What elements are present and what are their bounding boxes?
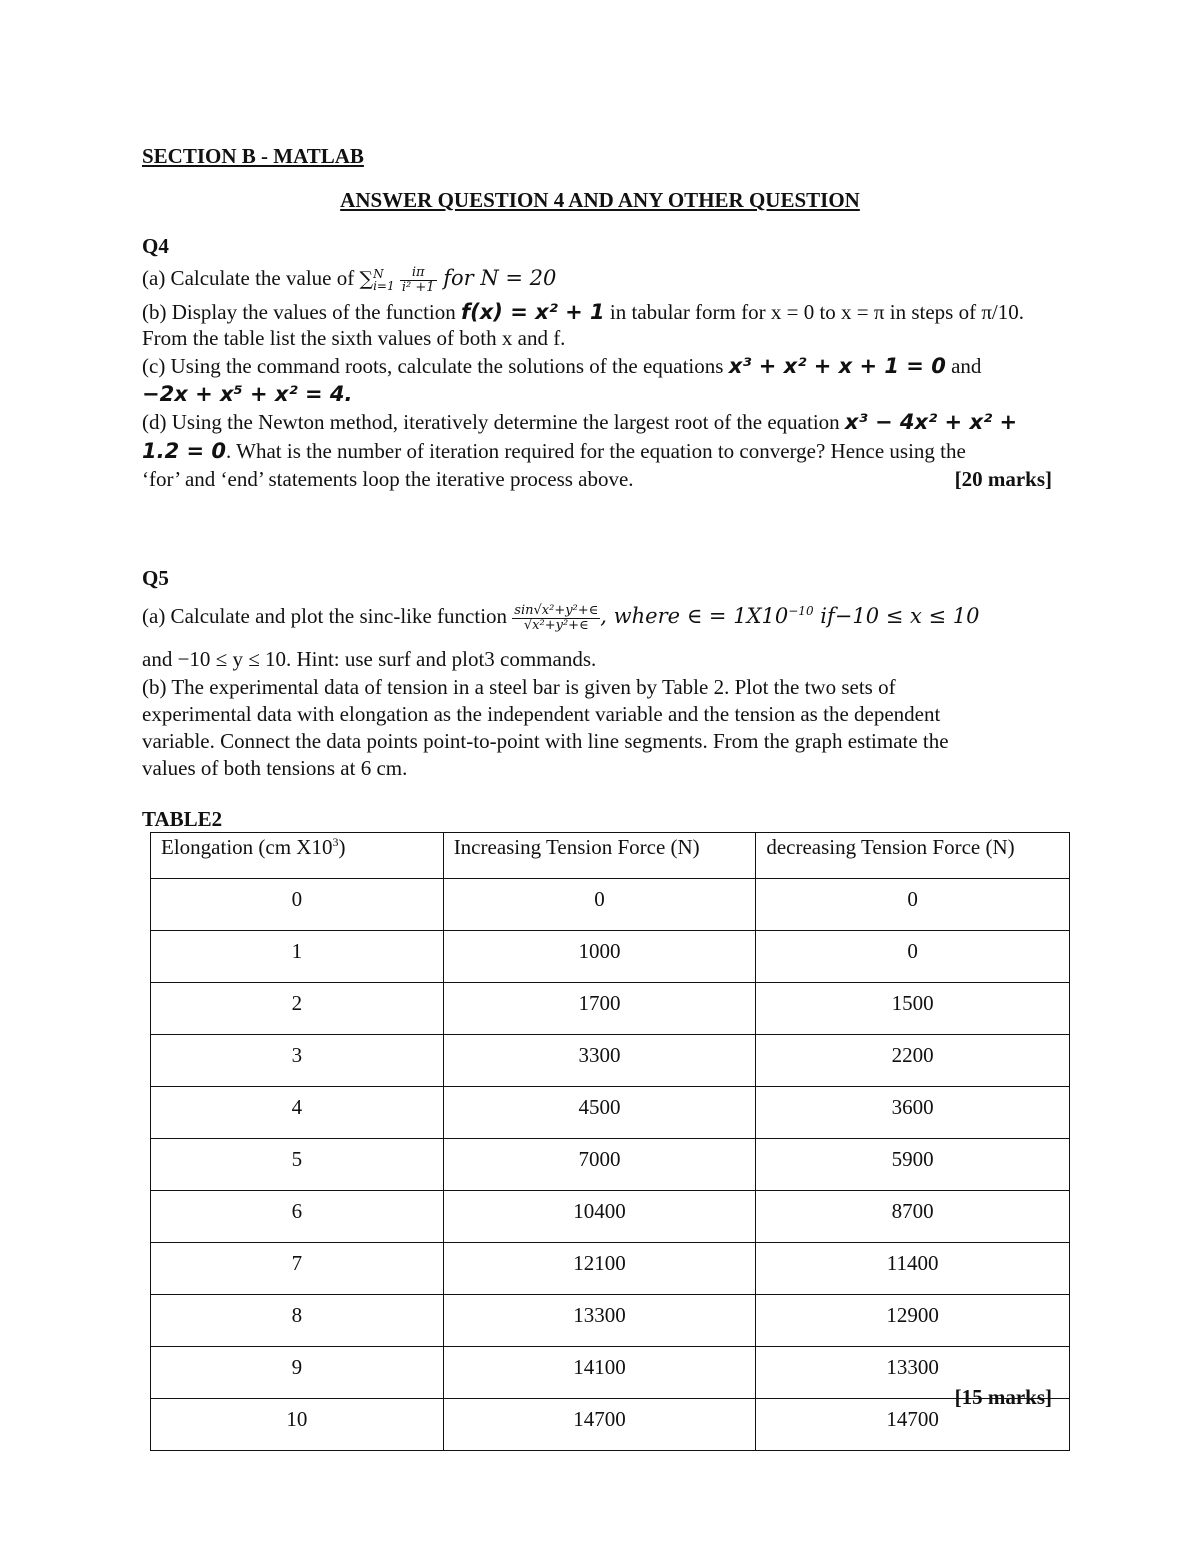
function-expression: f(x) = x² + 1 xyxy=(461,300,605,324)
decreasing-tension-cell: 0 xyxy=(756,931,1070,983)
newton-equation-part2: 1.2 = 0 xyxy=(142,439,227,463)
increasing-tension-cell: 4500 xyxy=(443,1087,756,1139)
table-row xyxy=(151,1295,1070,1347)
decreasing-tension-cell: 13300 xyxy=(756,1347,1070,1399)
equation-1: x³ + x² + x + 1 = 0 xyxy=(728,354,946,378)
table-header-row xyxy=(151,833,1070,879)
elongation-cell: 7 xyxy=(151,1243,444,1295)
q4-part-d-line1: (d) Using the Newton method, iteratively determine the largest root of the equation x³ − 4x² + x² + xyxy=(142,410,1018,434)
q5-part-b-line1: (b) The experimental data of tension in a steel bar is given by Table 2. Plot the two sets of xyxy=(142,675,896,699)
elongation-cell: 8 xyxy=(151,1295,444,1347)
elongation-cell: 6 xyxy=(151,1191,444,1243)
tension-table xyxy=(150,832,1070,1451)
increasing-tension-cell: 1000 xyxy=(443,931,756,983)
q5-marks: [15 marks] xyxy=(954,1385,1052,1409)
q4-part-d-line3: ‘for’ and ‘end’ statements loop the iterative process above. xyxy=(142,467,634,491)
q4-part-a: (a) Calculate the value of ∑ N i=1 $\frac{i\pi}{\text{i² +1}}$ for N = 20 xyxy=(142,264,557,295)
sum-limits: N i=1 xyxy=(373,267,395,294)
increasing-tension-cell: 1700 xyxy=(443,983,756,1035)
q4-label: Q4 xyxy=(142,234,169,258)
q4-marks: [20 marks] xyxy=(954,467,1052,491)
sinc-fraction: $\frac{\text{sin√x²+y²+∈}}{\text{√x²+y²+∈}}$ xyxy=(514,602,599,633)
elongation-cell: 2 xyxy=(151,983,444,1035)
elongation-cell: 0 xyxy=(151,879,444,931)
elongation-cell: 4 xyxy=(151,1087,444,1139)
q4-part-b-line1: (b) Display the values of the function f(x) = x² + 1 in tabular form for x = 0 to x = π in steps of π/10. xyxy=(142,300,1025,324)
q5-part-b-line2: experimental data with elongation as the independent variable and the tension as the dependent xyxy=(142,702,941,726)
instruction-heading: ANSWER QUESTION 4 AND ANY OTHER QUESTION xyxy=(340,188,860,212)
decreasing-tension-cell: 8700 xyxy=(756,1191,1070,1243)
increasing-tension-cell: 10400 xyxy=(443,1191,756,1243)
newton-equation-part1: x³ − 4x² + x² + xyxy=(844,410,1018,434)
elongation-cell: 5 xyxy=(151,1139,444,1191)
decreasing-tension-cell: 0 xyxy=(756,879,1070,931)
decreasing-tension-cell: 5900 xyxy=(756,1139,1070,1191)
section-title: SECTION B - MATLAB xyxy=(142,144,364,168)
equation-2: −2x + x⁵ + x² = 4. xyxy=(142,382,353,406)
table-row xyxy=(151,931,1070,983)
decreasing-tension-cell: 1500 xyxy=(756,983,1070,1035)
q4-part-b-line2: From the table list the sixth values of both x and f. xyxy=(142,326,566,350)
decreasing-tension-cell: 2200 xyxy=(756,1035,1070,1087)
elongation-cell: 1 xyxy=(151,931,444,983)
header-elongation: Elongation (cm $X10^3$) xyxy=(151,833,444,879)
increasing-tension-cell: 14100 xyxy=(443,1347,756,1399)
increasing-tension-cell: 0 xyxy=(443,879,756,931)
table-row xyxy=(151,879,1070,931)
table-row xyxy=(151,1087,1070,1139)
decreasing-tension-cell: 3600 xyxy=(756,1087,1070,1139)
decreasing-tension-cell: 14700 xyxy=(756,1399,1070,1451)
increasing-tension-cell: 7000 xyxy=(443,1139,756,1191)
table-row xyxy=(151,1243,1070,1295)
table-row xyxy=(151,1035,1070,1087)
header-decreasing-tension: decreasing Tension Force (N) xyxy=(756,833,1070,879)
q5-part-a-line1: (a) Calculate and plot the sinc-like function $\frac{\text{sin√x²+y²+∈}}{\text{√x²+y²+∈}}$ , where ∈ = $1X10^{-10}$ if−10 ≤ x ≤ 10 xyxy=(142,602,980,633)
q5-part-b-line3: variable. Connect the data points point-to-point with line segments. From the graph estimate the xyxy=(142,729,949,753)
table-row xyxy=(151,1347,1070,1399)
q4-fraction: $\frac{i\pi}{\text{i² +1}}$ xyxy=(401,264,435,295)
q4-part-c-line1: (c) Using the command roots, calculate the solutions of the equations x³ + x² + x + 1 = 0 and xyxy=(142,354,982,378)
increasing-tension-cell: 3300 xyxy=(443,1035,756,1087)
table-row xyxy=(151,1139,1070,1191)
elongation-cell: 3 xyxy=(151,1035,444,1087)
header-increasing-tension: Increasing Tension Force (N) xyxy=(443,833,756,879)
increasing-tension-cell: 12100 xyxy=(443,1243,756,1295)
table-row xyxy=(151,1191,1070,1243)
q4-part-d-line2: 1.2 = 0. What is the number of iteration required for the equation to converge? Hence using the xyxy=(142,439,966,463)
q5-label: Q5 xyxy=(142,566,169,590)
decreasing-tension-cell: 11400 xyxy=(756,1243,1070,1295)
elongation-cell: 10 xyxy=(151,1399,444,1451)
table-row xyxy=(151,1399,1070,1451)
decreasing-tension-cell: 12900 xyxy=(756,1295,1070,1347)
increasing-tension-cell: 14700 xyxy=(443,1399,756,1451)
table-row xyxy=(151,983,1070,1035)
q5-part-b-line4: values of both tensions at 6 cm. xyxy=(142,756,408,780)
sum-symbol: ∑ xyxy=(359,268,374,290)
elongation-cell: 9 xyxy=(151,1347,444,1399)
increasing-tension-cell: 13300 xyxy=(443,1295,756,1347)
q5-part-a-line2: and −10 ≤ y ≤ 10. Hint: use surf and plot3 commands. xyxy=(142,647,597,671)
table-caption: TABLE2 xyxy=(142,807,223,831)
